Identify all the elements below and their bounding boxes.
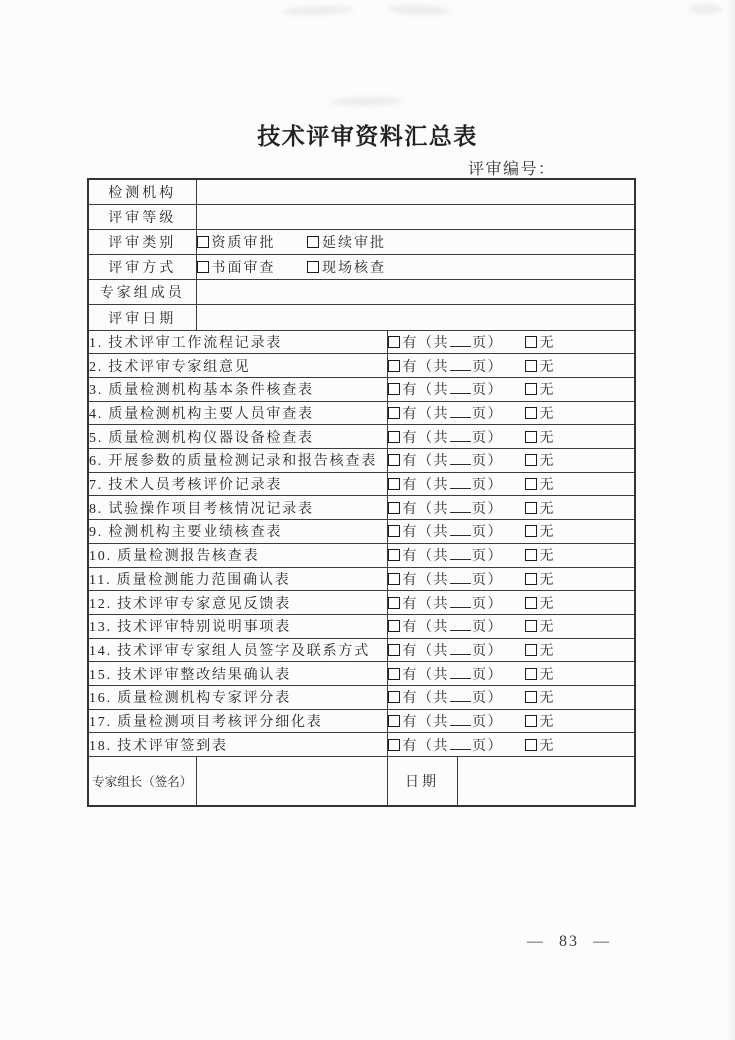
has-option[interactable] [388, 711, 525, 731]
has-suffix-label: 页） [472, 383, 503, 399]
has-suffix-label: 页） [472, 620, 503, 636]
checkbox-icon[interactable] [525, 407, 537, 419]
grade-field[interactable] [196, 204, 635, 229]
checkbox-icon[interactable] [525, 336, 537, 348]
checklist-item-label: 9. 检测机构主要业绩核查表 [88, 520, 387, 544]
has-prefix-label: 有（共 [402, 691, 449, 707]
checklist-row [88, 638, 635, 662]
no-option[interactable] [525, 403, 556, 423]
no-label: 无 [539, 478, 555, 494]
page-title: 技术评审资料汇总表 [257, 124, 478, 149]
scan-artifact [688, 4, 722, 14]
has-option[interactable] [388, 735, 525, 755]
checklist-row [88, 662, 635, 686]
no-label: 无 [539, 667, 555, 683]
has-prefix-label: 有（共 [402, 430, 449, 446]
page-count-blank[interactable] [450, 452, 471, 465]
checkbox-icon[interactable] [525, 644, 537, 656]
experts-field[interactable] [196, 280, 635, 305]
checkbox-icon[interactable] [388, 336, 400, 348]
has-option[interactable] [388, 498, 525, 518]
checklist-item-label: 10. 质量检测报告核查表 [88, 543, 387, 567]
summary-table [87, 178, 636, 807]
checkbox-icon[interactable] [388, 525, 400, 537]
no-option[interactable] [525, 569, 556, 589]
no-option[interactable] [525, 474, 556, 494]
has-prefix-label: 有（共 [402, 407, 449, 423]
page-count-blank[interactable] [450, 476, 471, 489]
has-prefix-label: 有（共 [402, 359, 449, 375]
availability-cell [387, 449, 635, 473]
date-field[interactable] [457, 757, 635, 806]
page-count-blank[interactable] [450, 642, 471, 655]
checklist-item-label: 15. 技术评审整改结果确认表 [88, 662, 387, 686]
availability-cell [387, 591, 635, 615]
checklist-row [88, 496, 635, 520]
checkbox-icon[interactable] [525, 454, 537, 466]
has-option[interactable] [388, 332, 525, 352]
checkbox-icon[interactable] [525, 620, 537, 632]
checkbox-icon[interactable] [388, 620, 400, 632]
checkbox-icon[interactable] [388, 383, 400, 395]
no-label: 无 [539, 549, 555, 565]
checklist-row [88, 401, 635, 425]
no-option[interactable] [525, 427, 556, 447]
checklist-row [88, 591, 635, 615]
leader-signature-field[interactable] [196, 757, 387, 806]
has-suffix-label: 页） [472, 430, 503, 446]
no-label: 无 [539, 596, 555, 612]
checkbox-icon[interactable] [525, 525, 537, 537]
has-suffix-label: 页） [472, 454, 503, 470]
has-suffix-label: 页） [472, 525, 503, 541]
checklist-item-label: 17. 质量检测项目考核评分细化表 [88, 709, 387, 733]
checkbox-icon[interactable] [525, 360, 537, 372]
has-prefix-label: 有（共 [402, 383, 449, 399]
no-label: 无 [539, 335, 555, 351]
no-option[interactable] [525, 450, 556, 470]
option-label: 资质审批 [211, 235, 276, 251]
has-suffix-label: 页） [472, 549, 503, 565]
has-option[interactable] [388, 569, 525, 589]
option-written-review[interactable] [197, 257, 276, 277]
page-count-blank[interactable] [450, 334, 471, 347]
availability-cell [387, 543, 635, 567]
option-label: 书面审查 [211, 261, 276, 277]
has-prefix-label: 有（共 [402, 525, 449, 541]
has-prefix-label: 有（共 [402, 549, 449, 565]
availability-cell [387, 330, 635, 354]
has-suffix-label: 页） [472, 643, 503, 659]
no-option[interactable] [525, 545, 556, 565]
page-count-blank[interactable] [450, 523, 471, 536]
footer-row [88, 757, 635, 806]
has-suffix-label: 页） [472, 501, 503, 517]
availability-cell [387, 662, 635, 686]
checkbox-icon[interactable] [525, 668, 537, 680]
page-count-blank[interactable] [450, 500, 471, 513]
no-label: 无 [539, 691, 555, 707]
info-row-label: 评审日期 [88, 305, 196, 330]
checklist-row [88, 614, 635, 638]
page-number: — 83 — [527, 933, 611, 950]
has-suffix-label: 页） [472, 407, 503, 423]
checkbox-icon[interactable] [388, 644, 400, 656]
checkbox-icon[interactable] [388, 739, 400, 751]
checkbox-icon[interactable] [388, 715, 400, 727]
date-label: 日期 [387, 757, 457, 806]
checkbox-icon[interactable] [388, 691, 400, 703]
availability-cell [387, 685, 635, 709]
has-option[interactable] [388, 687, 525, 707]
no-option[interactable] [525, 498, 556, 518]
no-option[interactable] [525, 735, 556, 755]
no-label: 无 [539, 430, 555, 446]
has-suffix-label: 页） [472, 667, 503, 683]
info-row-date [88, 305, 635, 330]
checkbox-icon[interactable] [525, 478, 537, 490]
page-count-blank[interactable] [450, 547, 471, 560]
review-number-label: 评审编号： [468, 161, 556, 178]
checklist-item-label: 11. 质量检测能力范围确认表 [88, 567, 387, 591]
checklist-item-label: 3. 质量检测机构基本条件核查表 [88, 378, 387, 402]
availability-cell [387, 378, 635, 402]
checklist-row [88, 685, 635, 709]
has-option[interactable] [388, 616, 525, 636]
checkbox-icon[interactable] [388, 454, 400, 466]
availability-cell [387, 520, 635, 544]
has-option[interactable] [388, 427, 525, 447]
checkbox-icon[interactable] [307, 261, 319, 273]
institution-field[interactable] [196, 179, 635, 204]
checklist-row [88, 543, 635, 567]
has-prefix-label: 有（共 [402, 501, 449, 517]
checklist-item-label: 7. 技术人员考核评价记录表 [88, 472, 387, 496]
availability-cell [387, 733, 635, 757]
checklist-item-label: 5. 质量检测机构仪器设备检查表 [88, 425, 387, 449]
checkbox-icon[interactable] [525, 549, 537, 561]
has-prefix-label: 有（共 [402, 454, 449, 470]
no-option[interactable] [525, 593, 556, 613]
checklist-item-label: 8. 试验操作项目考核情况记录表 [88, 496, 387, 520]
page-count-blank[interactable] [450, 429, 471, 442]
page-count-blank[interactable] [450, 666, 471, 679]
has-suffix-label: 页） [472, 738, 503, 754]
no-label: 无 [539, 501, 555, 517]
scan-edge-shadow [727, 0, 735, 1040]
page-count-blank[interactable] [450, 618, 471, 631]
checkbox-icon[interactable] [525, 573, 537, 585]
has-option[interactable] [388, 474, 525, 494]
has-option[interactable] [388, 521, 525, 541]
checklist-row [88, 520, 635, 544]
info-row-category [88, 229, 635, 254]
no-option[interactable] [525, 521, 556, 541]
info-row-label: 专家组成员 [88, 280, 196, 305]
page-count-blank[interactable] [450, 571, 471, 584]
checklist-row [88, 378, 635, 402]
checklist-item-label: 13. 技术评审特别说明事项表 [88, 614, 387, 638]
info-row-label: 评审等级 [88, 204, 196, 229]
has-option[interactable] [388, 545, 525, 565]
availability-cell [387, 401, 635, 425]
checklist-row [88, 425, 635, 449]
no-label: 无 [539, 359, 555, 375]
page-count-blank[interactable] [450, 737, 471, 750]
checkbox-icon[interactable] [388, 478, 400, 490]
info-row-experts [88, 280, 635, 305]
checklist-body [88, 330, 635, 756]
option-onsite-verification[interactable] [307, 257, 386, 277]
checklist-item-label: 14. 技术评审专家组人员签字及联系方式 [88, 638, 387, 662]
checkbox-icon[interactable] [525, 597, 537, 609]
no-label: 无 [539, 525, 555, 541]
availability-cell [387, 567, 635, 591]
no-option[interactable] [525, 616, 556, 636]
info-row-method [88, 255, 635, 280]
checklist-item-label: 16. 质量检测机构专家评分表 [88, 685, 387, 709]
checkbox-icon[interactable] [525, 431, 537, 443]
has-option[interactable] [388, 403, 525, 423]
page-count-blank[interactable] [450, 381, 471, 394]
no-option[interactable] [525, 664, 556, 684]
review-date-field[interactable] [196, 305, 635, 330]
checklist-row [88, 449, 635, 473]
checklist-item-label: 4. 质量检测机构主要人员审查表 [88, 401, 387, 425]
page-count-blank[interactable] [450, 595, 471, 608]
no-option[interactable] [525, 379, 556, 399]
checkbox-icon[interactable] [388, 407, 400, 419]
has-prefix-label: 有（共 [402, 714, 449, 730]
has-option[interactable] [388, 640, 525, 660]
checkbox-icon[interactable] [525, 691, 537, 703]
no-label: 无 [539, 572, 555, 588]
checkbox-icon[interactable] [388, 573, 400, 585]
checklist-item-label: 6. 开展参数的质量检测记录和报告核查表 [88, 449, 387, 473]
has-suffix-label: 页） [472, 335, 503, 351]
has-suffix-label: 页） [472, 572, 503, 588]
info-row-label: 评审类别 [88, 229, 196, 254]
availability-cell [387, 709, 635, 733]
option-label: 现场核查 [322, 261, 386, 277]
checklist-item-label: 2. 技术评审专家组意见 [88, 354, 387, 378]
no-option[interactable] [525, 711, 556, 731]
no-label: 无 [539, 738, 555, 754]
no-label: 无 [539, 383, 555, 399]
has-prefix-label: 有（共 [402, 596, 449, 612]
has-suffix-label: 页） [472, 359, 503, 375]
no-label: 无 [539, 714, 555, 730]
checklist-item-label: 1. 技术评审工作流程记录表 [88, 330, 387, 354]
leader-signature-label: 专家组长（签名） [88, 757, 196, 806]
checkbox-icon[interactable] [388, 431, 400, 443]
checklist-row [88, 330, 635, 354]
has-prefix-label: 有（共 [402, 335, 449, 351]
no-label: 无 [539, 407, 555, 423]
availability-cell [387, 472, 635, 496]
checkbox-icon[interactable] [197, 236, 209, 248]
has-option[interactable] [388, 450, 525, 470]
availability-cell [387, 614, 635, 638]
has-option[interactable] [388, 379, 525, 399]
has-suffix-label: 页） [472, 478, 503, 494]
checklist-row [88, 472, 635, 496]
checkbox-icon[interactable] [525, 739, 537, 751]
no-label: 无 [539, 620, 555, 636]
availability-cell [387, 638, 635, 662]
info-row-label: 检测机构 [88, 179, 196, 204]
scan-artifact [330, 96, 404, 106]
no-option[interactable] [525, 356, 556, 376]
checkbox-icon[interactable] [525, 715, 537, 727]
page-count-blank[interactable] [450, 689, 471, 702]
has-option[interactable] [388, 593, 525, 613]
has-prefix-label: 有（共 [402, 620, 449, 636]
availability-cell [387, 354, 635, 378]
checkbox-icon[interactable] [525, 383, 537, 395]
info-row-grade [88, 204, 635, 229]
checklist-item-label: 18. 技术评审签到表 [88, 733, 387, 757]
has-option[interactable] [388, 356, 525, 376]
option-renewal-approval[interactable] [307, 232, 386, 252]
checkbox-icon[interactable] [388, 360, 400, 372]
scan-artifact [388, 4, 450, 16]
has-suffix-label: 页） [472, 714, 503, 730]
page-count-blank[interactable] [450, 405, 471, 418]
has-prefix-label: 有（共 [402, 667, 449, 683]
scan-artifact [282, 5, 354, 17]
no-option[interactable] [525, 332, 556, 352]
no-option[interactable] [525, 640, 556, 660]
page-count-blank[interactable] [450, 358, 471, 371]
option-label: 延续审批 [322, 235, 386, 251]
category-options-cell [196, 229, 635, 254]
has-option[interactable] [388, 664, 525, 684]
has-prefix-label: 有（共 [402, 643, 449, 659]
availability-cell [387, 496, 635, 520]
availability-cell [387, 425, 635, 449]
no-label: 无 [539, 643, 555, 659]
checklist-row [88, 709, 635, 733]
checkbox-icon[interactable] [388, 597, 400, 609]
no-option[interactable] [525, 687, 556, 707]
method-options-cell [196, 255, 635, 280]
has-suffix-label: 页） [472, 596, 503, 612]
checklist-row [88, 733, 635, 757]
no-label: 无 [539, 454, 555, 470]
has-prefix-label: 有（共 [402, 738, 449, 754]
page-count-blank[interactable] [450, 713, 471, 726]
info-row-label: 评审方式 [88, 255, 196, 280]
has-suffix-label: 页） [472, 691, 503, 707]
checkbox-icon[interactable] [388, 668, 400, 680]
checklist-row [88, 567, 635, 591]
checklist-item-label: 12. 技术评审专家意见反馈表 [88, 591, 387, 615]
option-qualification-approval[interactable] [197, 232, 276, 252]
checkbox-icon[interactable] [307, 236, 319, 248]
has-prefix-label: 有（共 [402, 572, 449, 588]
checkbox-icon[interactable] [525, 502, 537, 514]
checklist-row [88, 354, 635, 378]
info-row-institution [88, 179, 635, 204]
checkbox-icon[interactable] [388, 502, 400, 514]
checkbox-icon[interactable] [197, 261, 209, 273]
checkbox-icon[interactable] [388, 549, 400, 561]
has-prefix-label: 有（共 [402, 478, 449, 494]
